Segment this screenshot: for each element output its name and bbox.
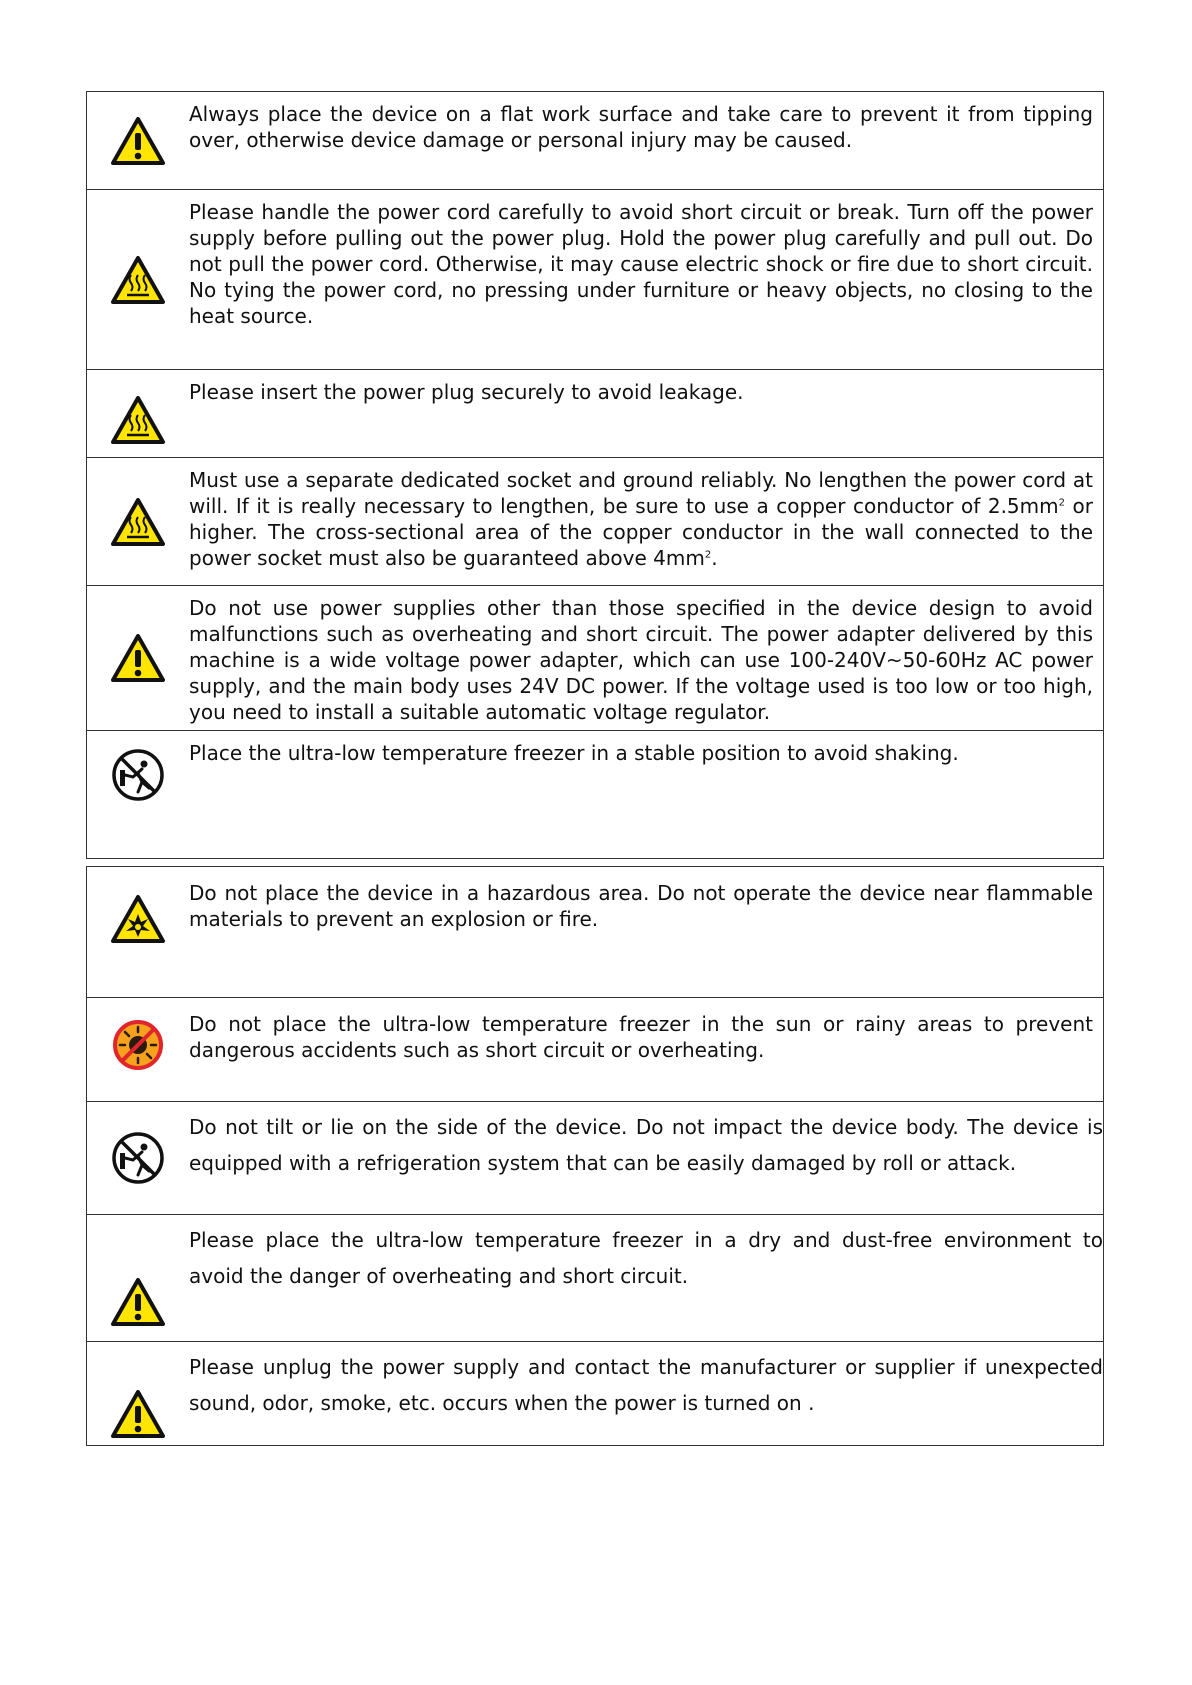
warning-row-stable-position [87,730,1103,858]
warning-row-power-cord [87,189,1103,369]
warning-row-unplug [87,1341,1103,1445]
warning-text: Do not place the device in a hazardous area. Do not operate the device near flammable materials to prevent an explosion or fire. [189,881,1093,931]
no-pushing-icon [87,1102,189,1214]
warning-row-hazardous-area [87,867,1103,997]
no-sun-icon [87,998,189,1101]
warning-exclamation-icon [87,1215,189,1341]
warning-text: Always place the device on a flat work surface and take care to prevent it from tipping over, otherwise device damage or personal injury may be caused. [189,102,1093,152]
warning-text: Must use a separate dedicated socket and ground reliably. No lengthen the power cord at will. If it is really necessary to lengthen, be sure to use a copper conductor of $2.5mm^2$ or higher. The cross-sectional area of the copper conductor in the wall connected to the power socket must also be guaranteed above $4mm^2$. [189,468,1093,570]
warning-text [189,1215,1103,1341]
no-pushing-icon [87,731,189,858]
warning-row-tipping [87,92,1103,189]
warning-row-power-supply [87,585,1103,730]
warning-text: Do not use power supplies other than those specified in the device design to avoid malfunctions such as overheating and short circuit. The power adapter delivered by this machine is a wide voltage power adapter, which can use 100-240V~50-60Hz AC power supply, and the main body uses 24V DC power. If the voltage used is too low or too high, you need to install a suitable automatic voltage regulator. [189,596,1093,724]
warning-row-socket [87,457,1103,585]
warning-text-line: avoid the danger of overheating and short circuit. [189,1264,689,1288]
warning-text: Please insert the power plug securely to avoid leakage. [189,380,744,404]
warning-text: Place the ultra-low temperature freezer in a stable position to avoid shaking. [189,741,959,765]
safety-table-lower [86,866,1104,1446]
warning-row-dry-environment [87,1214,1103,1341]
warning-exclamation-icon [87,92,189,189]
explosive-icon [87,867,189,997]
warning-text [189,1342,1103,1445]
warning-text: Do not place the ultra-low temperature freezer in the sun or rainy areas to prevent dangerous accidents such as short circuit or overheating. [189,1012,1093,1062]
warning-row-sun-rain [87,997,1103,1101]
safety-table-upper [86,91,1104,859]
warning-text-line: Do not tilt or lie on the side of the device. Do not impact the device body. The device is [189,1115,1103,1139]
warning-exclamation-icon [87,586,189,730]
warning-text-line: Please place the ultra-low temperature freezer in a dry and dust-free environment to [189,1228,1103,1252]
warning-text [189,1102,1103,1214]
warning-exclamation-icon [87,1342,189,1445]
hot-surface-icon [87,190,189,369]
hot-surface-icon [87,370,189,457]
hot-surface-icon [87,458,189,585]
warning-row-power-plug [87,369,1103,457]
warning-row-tilt [87,1101,1103,1214]
warning-text-line: Please unplug the power supply and contact the manufacturer or supplier if unexpected [189,1355,1103,1379]
warning-text-line: sound, odor, smoke, etc. occurs when the power is turned on . [189,1391,815,1415]
warning-text-line: equipped with a refrigeration system that can be easily damaged by roll or attack. [189,1151,1017,1175]
warning-text: Please handle the power cord carefully to avoid short circuit or break. Turn off the power supply before pulling out the power plug. Hold the power plug carefully and pull out. Do not pull the power cord. Otherwise, it may cause electric shock or fire due to short circuit. No tying the power cord, no pressing under furniture or heavy objects, no closing to the heat source. [189,200,1093,328]
